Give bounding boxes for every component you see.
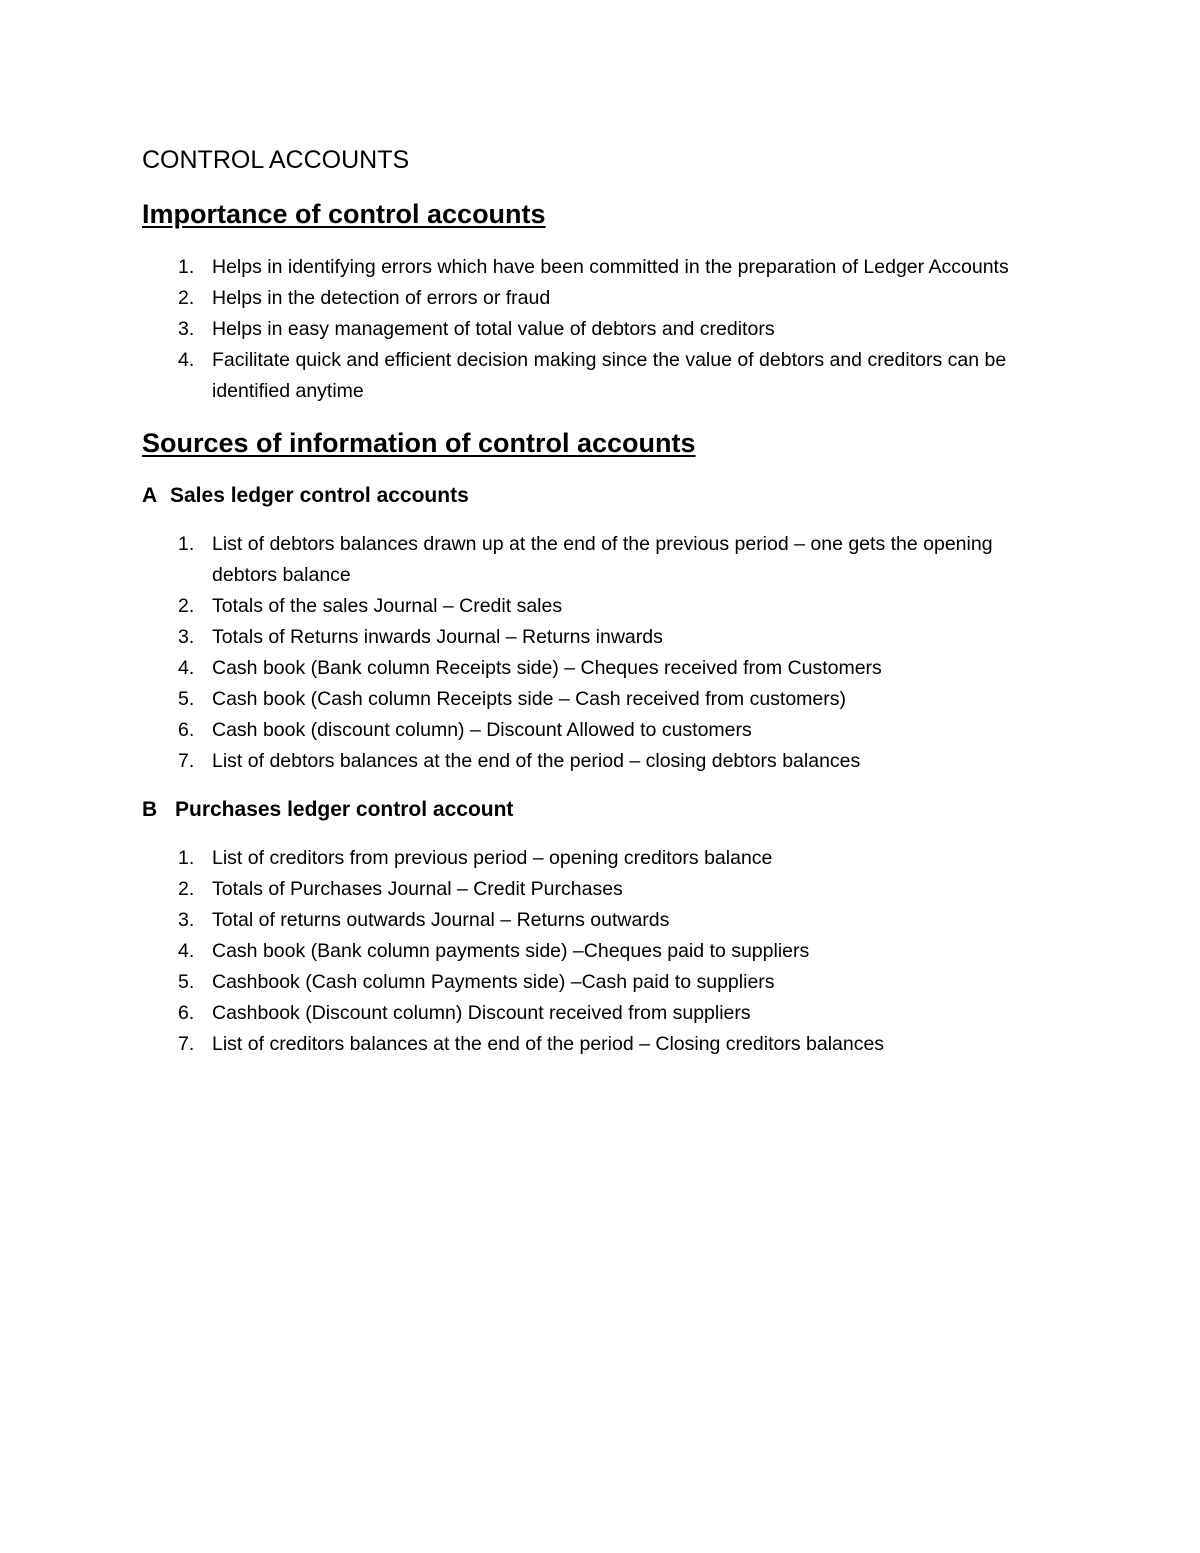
sources-heading: Sources of information of control accounts bbox=[142, 428, 696, 458]
list-number: 2. bbox=[178, 878, 195, 900]
list-text: Helps in identifying errors which have been committed in the preparation of Ledger Accounts bbox=[212, 256, 1009, 278]
list-item bbox=[142, 967, 1062, 998]
sales-ledger-list bbox=[142, 529, 1062, 777]
section-title: Sales ledger control accounts bbox=[170, 484, 469, 507]
list-item bbox=[142, 283, 1062, 314]
list-text: List of creditors balances at the end of the period – Closing creditors balances bbox=[212, 1033, 885, 1055]
list-item bbox=[142, 998, 1062, 1029]
purchases-ledger-subheading bbox=[142, 795, 1062, 825]
list-text: Facilitate quick and efficient decision making since the value of debtors and creditors can be identified anytime bbox=[212, 349, 1007, 402]
list-text: Cash book (Bank column payments side) –Cheques paid to suppliers bbox=[212, 940, 810, 962]
list-number: 5. bbox=[178, 971, 195, 993]
list-number: 4. bbox=[178, 940, 195, 962]
list-item bbox=[142, 345, 1062, 407]
list-text: Helps in easy management of total value of debtors and creditors bbox=[212, 318, 775, 340]
list-item bbox=[142, 874, 1062, 905]
purchases-ledger-list bbox=[142, 843, 1062, 1060]
list-number: 4. bbox=[178, 349, 195, 371]
list-number: 5. bbox=[178, 688, 195, 710]
document-title: CONTROL ACCOUNTS bbox=[142, 146, 410, 174]
list-text: Helps in the detection of errors or fraud bbox=[212, 287, 551, 309]
list-item bbox=[142, 591, 1062, 622]
list-text: Cash book (Bank column Receipts side) – Cheques received from Customers bbox=[212, 657, 882, 679]
document-page bbox=[142, 140, 1062, 1078]
list-text: Cash book (Cash column Receipts side – Cash received from customers) bbox=[212, 688, 847, 710]
importance-list bbox=[142, 252, 1062, 407]
list-number: 4. bbox=[178, 657, 195, 679]
list-item bbox=[142, 715, 1062, 746]
list-item bbox=[142, 622, 1062, 653]
list-item bbox=[142, 843, 1062, 874]
list-number: 3. bbox=[178, 626, 195, 648]
list-number: 7. bbox=[178, 750, 195, 772]
section-title: Purchases ledger control account bbox=[175, 798, 514, 821]
list-item bbox=[142, 905, 1062, 936]
list-number: 1. bbox=[178, 256, 195, 278]
list-text: Totals of Returns inwards Journal – Returns inwards bbox=[212, 626, 663, 648]
list-text: Totals of the sales Journal – Credit sales bbox=[212, 595, 563, 617]
list-text: Cashbook (Discount column) Discount received from suppliers bbox=[212, 1002, 751, 1024]
list-text: Cashbook (Cash column Payments side) –Cash paid to suppliers bbox=[212, 971, 775, 993]
list-item bbox=[142, 1029, 1062, 1060]
list-item bbox=[142, 746, 1062, 777]
list-number: 6. bbox=[178, 1002, 195, 1024]
importance-heading: Importance of control accounts bbox=[142, 199, 546, 229]
list-text: Totals of Purchases Journal – Credit Purchases bbox=[212, 878, 623, 900]
list-number: 7. bbox=[178, 1033, 195, 1055]
list-text: List of creditors from previous period – opening creditors balance bbox=[212, 847, 773, 869]
list-number: 3. bbox=[178, 318, 195, 340]
list-number: 1. bbox=[178, 847, 195, 869]
section-letter: B bbox=[142, 798, 158, 821]
list-number: 2. bbox=[178, 595, 195, 617]
list-item bbox=[142, 936, 1062, 967]
list-text: Total of returns outwards Journal – Returns outwards bbox=[212, 909, 670, 931]
list-number: 3. bbox=[178, 909, 195, 931]
list-number: 6. bbox=[178, 719, 195, 741]
list-item bbox=[142, 252, 1062, 283]
list-item bbox=[142, 529, 1062, 591]
list-text: Cash book (discount column) – Discount Allowed to customers bbox=[212, 719, 752, 741]
section-letter: A bbox=[142, 484, 158, 507]
list-number: 2. bbox=[178, 287, 195, 309]
list-text: List of debtors balances at the end of the period – closing debtors balances bbox=[212, 750, 861, 772]
list-text: List of debtors balances drawn up at the end of the previous period – one gets the opening debtors balance bbox=[212, 533, 993, 586]
list-item bbox=[142, 653, 1062, 684]
list-number: 1. bbox=[178, 533, 195, 555]
list-item bbox=[142, 314, 1062, 345]
sales-ledger-subheading bbox=[142, 481, 1062, 511]
list-item bbox=[142, 684, 1062, 715]
